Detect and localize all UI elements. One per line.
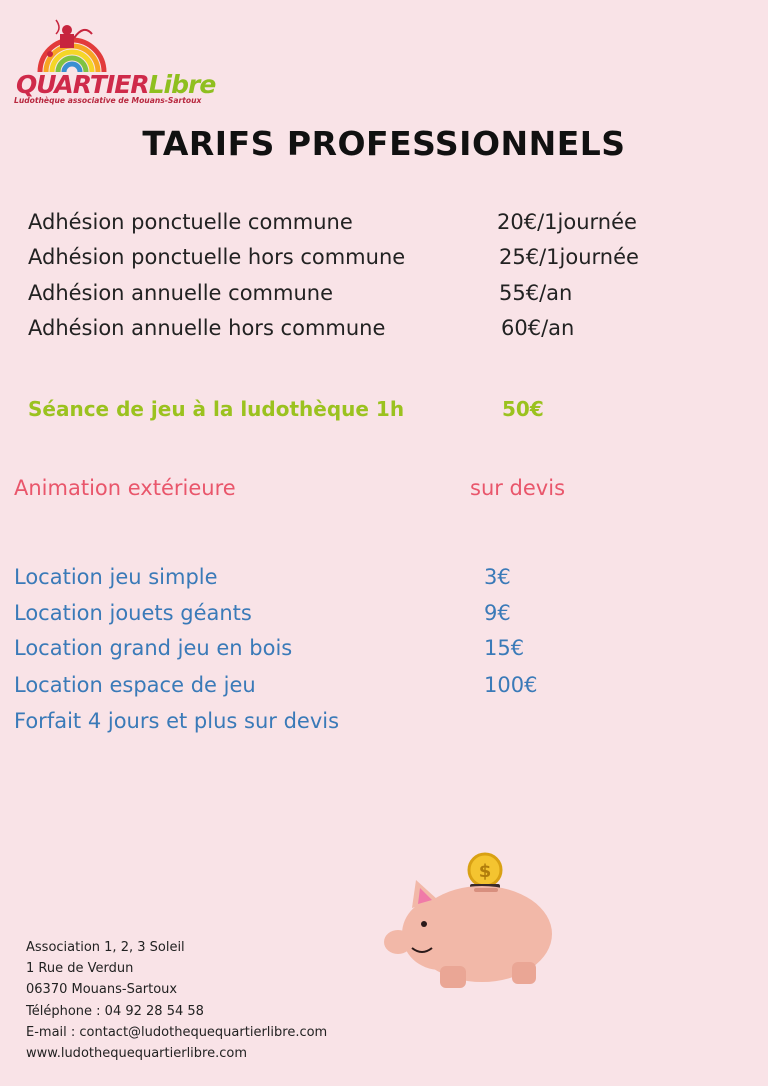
footer-association: Association 1, 2, 3 Soleil <box>26 940 185 955</box>
page-title: TARIFS PROFESSIONNELS <box>142 124 626 163</box>
footer-email[interactable]: E-mail : contact@ludothequequartierlibre.com <box>26 1024 328 1040</box>
adhesion-price-3: 55€/an <box>499 281 573 305</box>
footer-contact <box>26 937 327 1064</box>
location-label-3: Location grand jeu en bois <box>14 636 293 660</box>
logo-wordmark <box>16 70 215 99</box>
adhesion-price-4: 60€/an <box>501 316 575 340</box>
location-price-4: 100€ <box>484 673 538 697</box>
animation-label: Animation extérieure <box>14 476 236 500</box>
location-label-2: Location jouets géants <box>14 601 252 625</box>
adhesion-label-2: Adhésion ponctuelle hors commune <box>28 245 406 269</box>
footer-phone: Téléphone : 04 92 28 54 58 <box>26 1003 204 1019</box>
adhesion-label-3: Adhésion annuelle commune <box>28 281 333 305</box>
piggy-bank-icon <box>382 848 560 994</box>
logo-subtitle: Ludothèque associative de Mouans-Sartoux <box>14 96 202 105</box>
logo-word-libre: Libre <box>148 70 216 99</box>
logo <box>12 14 216 106</box>
logo-rainbow-icon <box>12 14 202 74</box>
adhesion-label-1: Adhésion ponctuelle commune <box>28 210 353 234</box>
location-label-1: Location jeu simple <box>14 565 218 589</box>
adhesion-price-1: 20€/1journée <box>497 210 637 234</box>
forfait-text: Forfait 4 jours et plus sur devis <box>14 709 340 733</box>
adhesion-label-4: Adhésion annuelle hors commune <box>28 316 386 340</box>
seance-label: Séance de jeu à la ludothèque 1h <box>28 397 405 421</box>
location-price-1: 3€ <box>484 565 511 589</box>
logo-word-quartier: QUARTIER <box>16 70 149 99</box>
seance-price: 50€ <box>502 397 544 421</box>
footer-website[interactable]: www.ludothequequartierlibre.com <box>26 1046 247 1062</box>
footer-city: 06370 Mouans-Sartoux <box>26 982 178 998</box>
adhesion-price-2: 25€/1journée <box>499 245 639 269</box>
location-price-2: 9€ <box>484 601 511 625</box>
footer-street: 1 Rue de Verdun <box>26 961 134 977</box>
animation-price: sur devis <box>470 476 566 500</box>
location-price-3: 15€ <box>484 636 525 660</box>
location-label-4: Location espace de jeu <box>14 673 256 697</box>
svg-text:$: $ <box>478 861 492 882</box>
